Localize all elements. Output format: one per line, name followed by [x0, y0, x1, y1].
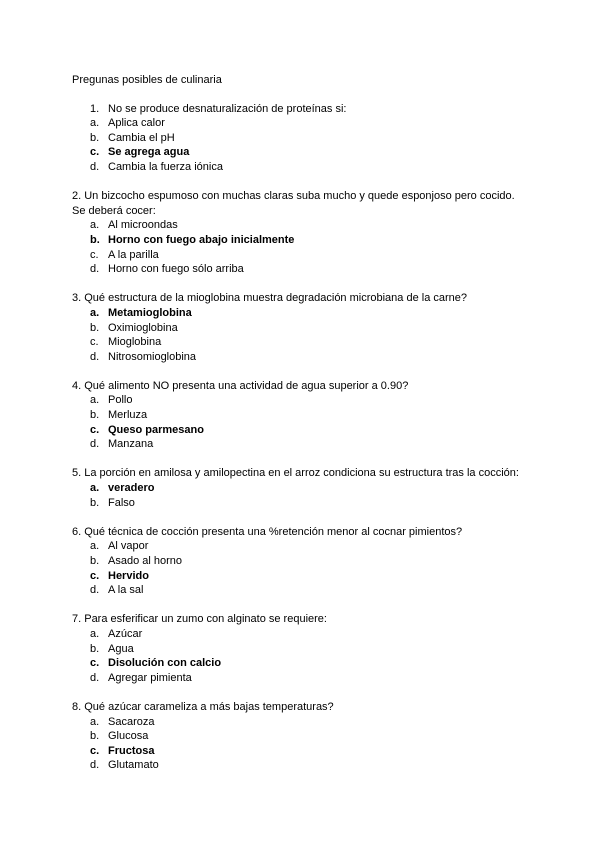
- option-item: [72, 321, 528, 336]
- option-text: A la sal: [108, 584, 144, 597]
- option-item: [72, 729, 528, 744]
- option-item: [72, 758, 528, 773]
- option-letter: d.: [90, 438, 100, 451]
- option-letter: c.: [90, 569, 100, 582]
- option-item: [72, 569, 528, 584]
- option-letter: b.: [90, 496, 100, 509]
- option-letter: a.: [90, 540, 100, 553]
- option-item: [72, 262, 528, 277]
- question-3: [72, 291, 528, 364]
- option-item: [72, 539, 528, 554]
- option-item: [72, 408, 528, 423]
- option-letter: a.: [90, 117, 100, 130]
- option-text: Manzana: [108, 438, 154, 451]
- question-number: 1.: [90, 102, 100, 115]
- option-text: Pollo: [108, 394, 133, 407]
- option-text: Cambia el pH: [108, 131, 175, 144]
- option-item: [72, 715, 528, 730]
- option-letter: d.: [90, 160, 100, 173]
- option-text: Fructosa: [108, 744, 155, 757]
- question-text: 2. Un bizcocho espumoso con muchas claras suba mucho y quede esponjoso pero cocido. Se deberá cocer:: [72, 190, 515, 217]
- option-text: Disolución con calcio: [108, 657, 222, 670]
- option-item: [72, 116, 528, 131]
- option-letter: b.: [90, 730, 100, 743]
- option-item: [72, 437, 528, 452]
- option-text: Horno con fuego sólo arriba: [108, 263, 244, 276]
- option-list: [72, 481, 528, 510]
- option-item: [72, 248, 528, 263]
- option-text: Agregar pimienta: [108, 671, 192, 684]
- option-item: [72, 393, 528, 408]
- option-letter: c.: [90, 744, 100, 757]
- option-item: [72, 642, 528, 657]
- option-letter: a.: [90, 394, 100, 407]
- option-item: [72, 496, 528, 511]
- option-text: Al vapor: [108, 540, 149, 553]
- document-page: [72, 73, 528, 788]
- option-letter: b.: [90, 555, 100, 567]
- option-item: [72, 744, 528, 759]
- option-letter: c.: [90, 336, 99, 349]
- option-item: [72, 481, 528, 496]
- option-text: Mioglobina: [108, 336, 162, 349]
- option-item: [72, 350, 528, 365]
- option-list: [72, 627, 528, 685]
- option-item: [72, 627, 528, 642]
- option-item: [72, 335, 528, 350]
- option-text: Asado al horno: [108, 555, 182, 567]
- option-text: Cambia la fuerza iónica: [108, 160, 223, 173]
- option-text: Al microondas: [108, 219, 178, 232]
- option-letter: b.: [90, 233, 100, 246]
- question-8: [72, 700, 528, 773]
- option-text: Hervido: [108, 569, 149, 582]
- option-item: [72, 218, 528, 233]
- option-letter: b.: [90, 642, 100, 655]
- option-text: Queso parmesano: [108, 423, 204, 436]
- option-text: Sacaroza: [108, 715, 155, 728]
- option-letter: d.: [90, 671, 100, 684]
- option-text: Agua: [108, 642, 134, 655]
- option-item: [72, 583, 528, 598]
- option-list: [72, 715, 528, 773]
- option-letter: c.: [90, 657, 100, 670]
- question-list: [72, 102, 528, 773]
- question-7: [72, 612, 528, 685]
- option-text: Oximioglobina: [108, 321, 178, 334]
- option-letter: d.: [90, 759, 100, 772]
- question-4: [72, 379, 528, 452]
- option-list: [72, 306, 528, 364]
- option-text: Se agrega agua: [108, 146, 190, 159]
- option-letter: a.: [90, 715, 100, 728]
- option-text: Aplica calor: [108, 117, 165, 130]
- question-text: 5. La porción en amilosa y amilopectina en el arroz condiciona su estructura tras la cocción:: [72, 467, 519, 480]
- option-text: Azúcar: [108, 627, 143, 640]
- option-letter: c.: [90, 423, 100, 436]
- question-text: 8. Qué azúcar carameliza a más bajas temperaturas?: [72, 700, 334, 713]
- question-text: 7. Para esferificar un zumo con alginato se requiere:: [72, 613, 327, 626]
- option-item: [72, 423, 528, 438]
- option-text: Horno con fuego abajo inicialmente: [108, 233, 295, 246]
- option-item: [72, 233, 528, 248]
- option-letter: d.: [90, 584, 100, 597]
- question-text: 4. Qué alimento NO presenta una actividad de agua superior a 0.90?: [72, 379, 409, 392]
- option-text: Glucosa: [108, 730, 149, 743]
- option-list: [72, 393, 528, 451]
- option-list: [72, 218, 528, 276]
- option-letter: b.: [90, 131, 100, 144]
- option-text: Nitrosomioglobina: [108, 350, 197, 363]
- option-list: [72, 539, 528, 597]
- option-list: [72, 116, 528, 174]
- option-letter: c.: [90, 248, 99, 261]
- document-title: Pregunas posibles de culinaria: [72, 74, 222, 86]
- option-letter: a.: [90, 627, 100, 640]
- option-item: [72, 671, 528, 686]
- option-item: [72, 131, 528, 146]
- option-letter: b.: [90, 321, 100, 334]
- option-text: A la parilla: [108, 248, 159, 261]
- option-item: [72, 656, 528, 671]
- question-text: [72, 102, 528, 117]
- option-item: [72, 306, 528, 321]
- option-letter: d.: [90, 263, 100, 276]
- option-text: Glutamato: [108, 759, 159, 772]
- option-text: Falso: [108, 496, 135, 509]
- option-text: Metamioglobina: [108, 306, 192, 319]
- question-1: [72, 102, 528, 175]
- question-2: [72, 189, 528, 277]
- question-6: [72, 525, 528, 598]
- option-item: [72, 145, 528, 160]
- option-item: [72, 554, 528, 569]
- option-letter: d.: [90, 350, 100, 363]
- option-letter: a.: [90, 219, 100, 232]
- question-text: 3. Qué estructura de la mioglobina muestra degradación microbiana de la carne?: [72, 292, 468, 305]
- option-letter: c.: [90, 146, 100, 159]
- question-5: [72, 466, 528, 510]
- option-letter: a.: [90, 306, 100, 319]
- option-item: [72, 160, 528, 175]
- question-text: 6. Qué técnica de cocción presenta una %retención menor al cocnar pimientos?: [72, 525, 463, 538]
- option-letter: a.: [90, 482, 100, 495]
- option-text: Merluza: [108, 409, 148, 422]
- option-text: veradero: [108, 482, 155, 495]
- question-body: No se produce desnaturalización de proteínas si:: [108, 102, 347, 115]
- option-letter: b.: [90, 409, 100, 422]
